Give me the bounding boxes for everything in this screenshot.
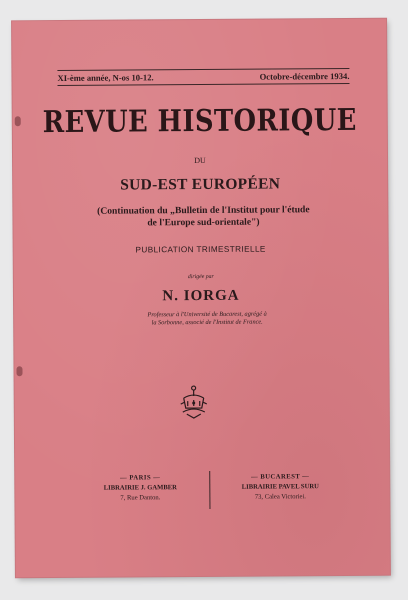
journal-cover [12, 19, 390, 578]
credentials-line-2: la Sorbonne, associé de l'Institut de France. [151, 318, 263, 327]
journal-title: REVUE HISTORIQUE [42, 102, 357, 141]
publisher-city: — BUCAREST — [251, 473, 310, 481]
binding-hole [16, 366, 22, 376]
directed-by-label: dirigée par [187, 273, 214, 281]
publisher-city: — PARIS — [120, 474, 161, 482]
volume-number: XI-ème année, N-os 10-12. [57, 72, 154, 83]
binding-hole [15, 116, 21, 126]
publisher-address: 73, Calea Victoriei. [254, 493, 306, 501]
publisher-address: 7, Rue Danton. [120, 494, 161, 502]
editor-credentials [102, 310, 312, 327]
issue-date: Octobre-décembre 1934. [259, 70, 350, 82]
journal-subtitle: SUD-EST EUROPÉEN [120, 175, 281, 194]
publisher-name: LIBRAIRIE PAVEL SURU [241, 483, 319, 491]
publisher-divider [209, 471, 210, 509]
publication-periodicity: PUBLICATION TRIMESTRIELLE [135, 244, 266, 255]
header-bottom-rule [58, 83, 350, 86]
continuation-note [53, 204, 353, 230]
continuation-line-1: (Continuation du „Bulletin de l'Institut pour l'étude [97, 204, 310, 217]
title-connector: DU [194, 155, 206, 166]
publisher-bucarest [225, 472, 335, 503]
continuation-line-2: de l'Europe sud-orientale") [147, 216, 260, 229]
editor-name: N. IORGA [162, 287, 240, 305]
credentials-line-1: Professeur à l'Université de Bucarest, agrégé à [147, 310, 267, 319]
crown-emblem-icon [179, 384, 209, 420]
issue-header [57, 71, 349, 83]
publisher-name: LIBRAIRIE J. GAMBER [103, 484, 177, 492]
publisher-paris [85, 473, 195, 504]
publishers-block [85, 472, 335, 514]
